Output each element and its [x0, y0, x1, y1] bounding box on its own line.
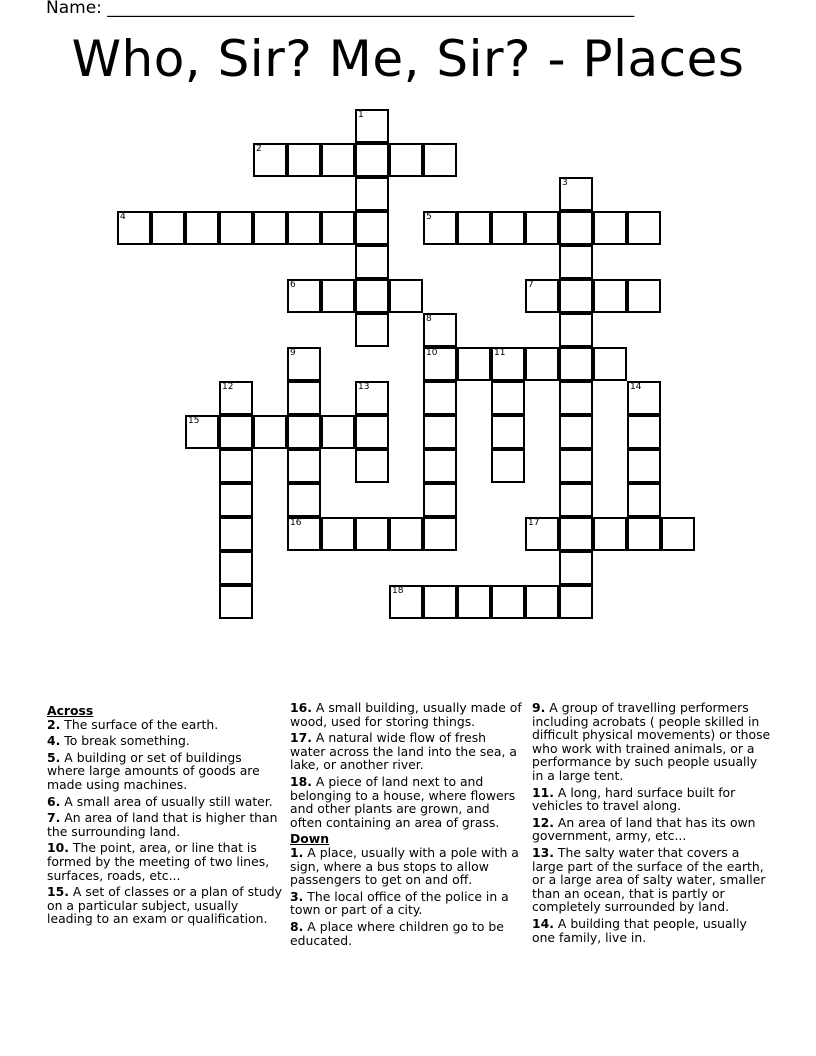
clues-column-1 [47, 701, 283, 929]
clue-number-label: 5 [426, 212, 432, 222]
grid-cell[interactable] [423, 143, 457, 177]
grid-cell[interactable] [355, 245, 389, 279]
clue-text: An area of land that has its own government, army, etc... [532, 814, 756, 844]
clue-item [532, 846, 772, 914]
grid-cell[interactable] [593, 279, 627, 313]
grid-cell[interactable] [287, 143, 321, 177]
clue-number: 5. [47, 749, 61, 765]
grid-cell[interactable] [117, 211, 151, 245]
clue-text: A set of classes or a plan of study on a particular subject, usually leading to an exam or qualification. [47, 884, 282, 927]
clue-number-label: 9 [290, 348, 296, 358]
grid-cell[interactable] [355, 211, 389, 245]
grid-cell[interactable] [423, 585, 457, 619]
grid-cell[interactable] [355, 143, 389, 177]
clues-heading: Down [290, 831, 330, 847]
grid-cell[interactable] [389, 143, 423, 177]
clue-item [532, 917, 772, 944]
grid-cell[interactable] [491, 211, 525, 245]
grid-cell[interactable] [423, 517, 457, 551]
grid-cell[interactable] [423, 347, 457, 381]
clue-number: 2. [47, 716, 61, 732]
grid-cell[interactable] [355, 279, 389, 313]
grid-cell[interactable] [287, 211, 321, 245]
clue-number: 11. [532, 784, 554, 800]
grid-cell[interactable] [457, 211, 491, 245]
clue-number-label: 10 [426, 348, 438, 358]
clue-number: 10. [47, 840, 69, 856]
grid-cell[interactable] [457, 585, 491, 619]
grid-cell[interactable] [559, 449, 593, 483]
clue-number: 8. [290, 918, 304, 934]
grid-cell[interactable] [287, 381, 321, 415]
clue-number: 3. [290, 888, 304, 904]
clue-number-label: 7 [528, 280, 534, 290]
clue-number: 18. [290, 773, 312, 789]
grid-cell[interactable] [321, 415, 355, 449]
page-title: Who, Sir? Me, Sir? - Places [71, 30, 745, 88]
clue-number-label: 2 [256, 144, 262, 154]
grid-cell[interactable] [151, 211, 185, 245]
grid-cell[interactable] [355, 517, 389, 551]
clue-text: An area of land that is higher than the surrounding land. [47, 810, 278, 839]
clue-item [290, 846, 522, 887]
grid-cell[interactable] [491, 449, 525, 483]
clue-text: A small building, usually made of wood, used for storing things. [290, 700, 522, 729]
clue-item [47, 734, 283, 748]
clue-number-label: 1 [358, 110, 364, 120]
grid-cell[interactable] [219, 381, 253, 415]
clue-item [47, 885, 283, 926]
clue-text: A building or set of buildings where large amounts of goods are made using machines. [47, 749, 260, 792]
clue-number: 14. [532, 915, 554, 931]
grid-cell[interactable] [355, 177, 389, 211]
grid-cell[interactable] [287, 415, 321, 449]
clues-column-3 [532, 701, 772, 947]
clue-number: 4. [47, 733, 61, 749]
grid-cell[interactable] [559, 347, 593, 381]
grid-cell[interactable] [627, 483, 661, 517]
grid-cell[interactable] [559, 279, 593, 313]
grid-cell[interactable] [593, 347, 627, 381]
grid-cell[interactable] [525, 347, 559, 381]
grid-cell[interactable] [423, 313, 457, 347]
grid-cell[interactable] [491, 347, 525, 381]
clue-number-label: 13 [358, 382, 370, 392]
grid-cell[interactable] [491, 381, 525, 415]
clue-item [47, 718, 283, 732]
grid-cell[interactable] [321, 143, 355, 177]
clues-column-2 [290, 701, 522, 950]
grid-cell[interactable] [219, 551, 253, 585]
grid-cell[interactable] [491, 585, 525, 619]
grid-cell[interactable] [219, 415, 253, 449]
grid-cell[interactable] [559, 517, 593, 551]
grid-cell[interactable] [559, 585, 593, 619]
grid-cell[interactable] [321, 517, 355, 551]
grid-cell[interactable] [355, 313, 389, 347]
grid-cell[interactable] [423, 381, 457, 415]
grid-cell[interactable] [423, 449, 457, 483]
clue-text: To break something. [64, 733, 190, 749]
clue-number-label: 18 [392, 586, 404, 596]
grid-cell[interactable] [627, 381, 661, 415]
grid-cell[interactable] [389, 585, 423, 619]
clue-text: A building that people, usually one family, live in. [532, 915, 747, 945]
grid-cell[interactable] [355, 381, 389, 415]
clue-item [47, 811, 283, 838]
clue-number-label: 12 [222, 382, 234, 392]
grid-cell[interactable] [185, 211, 219, 245]
grid-cell[interactable] [287, 483, 321, 517]
grid-cell[interactable] [423, 415, 457, 449]
grid-cell[interactable] [661, 517, 695, 551]
clue-item [290, 775, 522, 829]
clue-number-label: 15 [188, 416, 200, 426]
clue-number-label: 6 [290, 280, 296, 290]
clue-number: 6. [47, 793, 61, 809]
grid-cell[interactable] [355, 415, 389, 449]
clue-item [532, 701, 772, 783]
clue-text: A long, hard surface built for vehicles to travel along. [532, 784, 736, 814]
grid-cell[interactable] [423, 483, 457, 517]
clue-number-label: 11 [494, 348, 506, 358]
grid-cell[interactable] [321, 211, 355, 245]
clue-number: 1. [290, 844, 304, 860]
grid-cell[interactable] [321, 279, 355, 313]
clue-item [532, 816, 772, 843]
clue-number-label: 17 [528, 518, 540, 528]
clue-item [290, 701, 522, 728]
grid-cell[interactable] [559, 313, 593, 347]
clue-number: 13. [532, 844, 554, 860]
grid-cell[interactable] [253, 211, 287, 245]
clue-number-label: 3 [562, 178, 568, 188]
grid-cell[interactable] [219, 211, 253, 245]
grid-cell[interactable] [627, 211, 661, 245]
grid-cell[interactable] [389, 517, 423, 551]
grid-cell[interactable] [525, 211, 559, 245]
clue-item [290, 890, 522, 917]
grid-cell[interactable] [355, 449, 389, 483]
grid-cell[interactable] [559, 177, 593, 211]
clues-heading: Across [47, 703, 94, 718]
grid-cell[interactable] [525, 517, 559, 551]
grid-cell[interactable] [559, 551, 593, 585]
clue-number: 16. [290, 700, 312, 715]
grid-cell[interactable] [219, 449, 253, 483]
clue-number-label: 14 [630, 382, 642, 392]
grid-cell[interactable] [219, 517, 253, 551]
grid-cell[interactable] [491, 415, 525, 449]
grid-cell[interactable] [389, 279, 423, 313]
grid-cell[interactable] [287, 449, 321, 483]
grid-cell[interactable] [593, 211, 627, 245]
grid-cell[interactable] [627, 517, 661, 551]
grid-cell[interactable] [525, 585, 559, 619]
clue-text: The salty water that covers a large part of the surface of the earth, or a large area of salty water, smaller than an ocean, that is partly or completely surrounded by land. [532, 844, 766, 915]
clue-item [532, 786, 772, 813]
clue-item [290, 920, 522, 947]
clue-number: 17. [290, 730, 312, 746]
clue-text: A natural wide flow of fresh water across the land into the sea, a lake, or another river. [290, 730, 517, 773]
clue-text: A small area of usually still water. [64, 793, 273, 809]
grid-cell[interactable] [627, 415, 661, 449]
grid-cell[interactable] [423, 211, 457, 245]
clue-item [47, 751, 283, 792]
clue-text: The point, area, or line that is formed by the meeting of two lines, surfaces, roads, etc... [47, 840, 270, 883]
grid-cell[interactable] [185, 415, 219, 449]
name-field-label: Name: ______________________________________________________________ [46, 0, 635, 18]
clue-text: The local office of the police in a town or part of a city. [290, 888, 509, 918]
grid-cell[interactable] [593, 517, 627, 551]
clue-item [47, 795, 283, 809]
grid-cell[interactable] [559, 381, 593, 415]
grid-cell[interactable] [219, 483, 253, 517]
grid-cell[interactable] [287, 517, 321, 551]
grid-cell[interactable] [457, 347, 491, 381]
clue-text: The surface of the earth. [64, 716, 219, 732]
grid-cell[interactable] [559, 245, 593, 279]
grid-cell[interactable] [627, 279, 661, 313]
clue-number: 9. [532, 700, 546, 715]
clue-item [47, 841, 283, 882]
grid-cell[interactable] [525, 279, 559, 313]
clue-text: A group of travelling performers including acrobats ( people skilled in difficult physical movements) or those who work with trained animals, or a performance by such people usually in a large tent. [532, 700, 771, 783]
grid-cell[interactable] [253, 415, 287, 449]
clue-number: 15. [47, 884, 69, 900]
grid-cell[interactable] [627, 449, 661, 483]
clue-text: A piece of land next to and belonging to a house, where flowers and other plants are grown, and often containing an area of grass. [290, 773, 516, 830]
clue-number-label: 4 [120, 212, 126, 222]
grid-cell[interactable] [559, 415, 593, 449]
grid-cell[interactable] [355, 109, 389, 143]
grid-cell[interactable] [287, 279, 321, 313]
clue-text: A place, usually with a pole with a sign, where a bus stops to allow passengers to get on and off. [290, 844, 519, 888]
clue-number-label: 16 [290, 518, 302, 528]
clue-number: 12. [532, 814, 554, 830]
clue-number: 7. [47, 810, 61, 826]
grid-cell[interactable] [559, 211, 593, 245]
grid-cell[interactable] [253, 143, 287, 177]
grid-cell[interactable] [219, 585, 253, 619]
grid-cell[interactable] [287, 347, 321, 381]
grid-cell[interactable] [559, 483, 593, 517]
clue-item [290, 731, 522, 772]
clue-text: A place where children go to be educated. [290, 918, 504, 948]
clue-number-label: 8 [426, 314, 432, 324]
